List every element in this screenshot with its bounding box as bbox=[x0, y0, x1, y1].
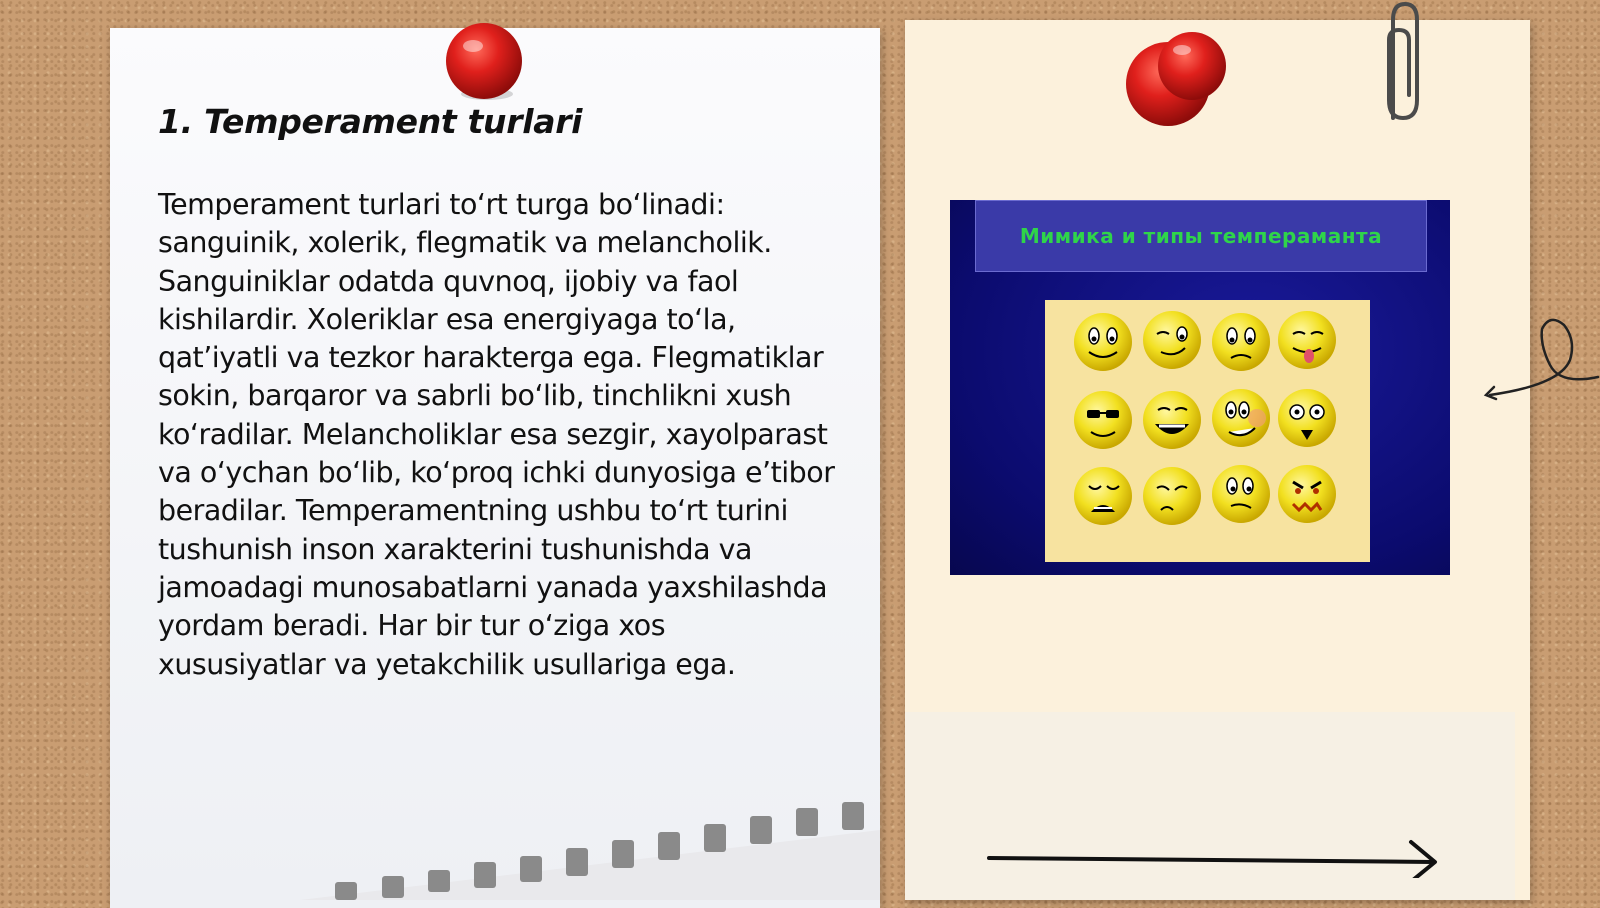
face-worried-icon bbox=[1212, 313, 1270, 371]
face-angry-icon bbox=[1278, 465, 1336, 523]
face-shocked-icon bbox=[1278, 389, 1336, 447]
slide-title: Мимика и типы темпераманта bbox=[975, 200, 1427, 272]
red-pushpin-icon-right bbox=[1120, 28, 1235, 133]
loop-arrow-doodle-icon bbox=[1480, 315, 1600, 405]
red-pushpin-icon bbox=[440, 18, 530, 108]
body-paragraph: Temperament turlari to‘rt turga bo‘linadi: sanguinik, xolerik, flegmatik va melancholik. Sanguiniklar odatda quvnoq, ijobiy va faol kishilardir. Xoleriklar esa energiyaga to‘la, qat’iyatli va tezkor harakterga ega. Flegmatiklar sokin, barqaror va sabrli bo‘lib, tinchlikni xush ko‘radilar. Melancholiklar esa sezgir, xayolparast va o‘ychan bo‘lib, ko‘proq ichki dunyosiga e’tibor beradilar. Temperamentning ushbu to‘rt turini tushunish inson xarakterini tushunishda va jamoadagi munosabatlarni yanada yaxshilashda yordam beradi. Har bir tur o‘ziga xos xususiyatlar va yetakchilik usullariga ega. bbox=[158, 188, 835, 681]
long-arrow-icon bbox=[985, 838, 1445, 878]
temperament-slide-image bbox=[950, 200, 1450, 575]
face-winking-icon bbox=[1143, 311, 1201, 369]
face-embarrassed-icon bbox=[1212, 389, 1270, 447]
page-title: 1. Temperament turlari bbox=[158, 102, 583, 141]
face-confused-icon bbox=[1212, 465, 1270, 523]
torn-paper-strip bbox=[300, 800, 880, 900]
emoji-faces-grid bbox=[1045, 300, 1370, 562]
paperclip-icon bbox=[1375, 0, 1425, 130]
face-grinning-icon bbox=[1143, 391, 1201, 449]
face-tongue-out-icon bbox=[1278, 311, 1336, 369]
face-crying-icon bbox=[1074, 467, 1132, 525]
face-sunglasses-icon bbox=[1074, 391, 1132, 449]
face-smiling-icon bbox=[1074, 313, 1132, 371]
face-sleepy-icon bbox=[1143, 467, 1201, 525]
